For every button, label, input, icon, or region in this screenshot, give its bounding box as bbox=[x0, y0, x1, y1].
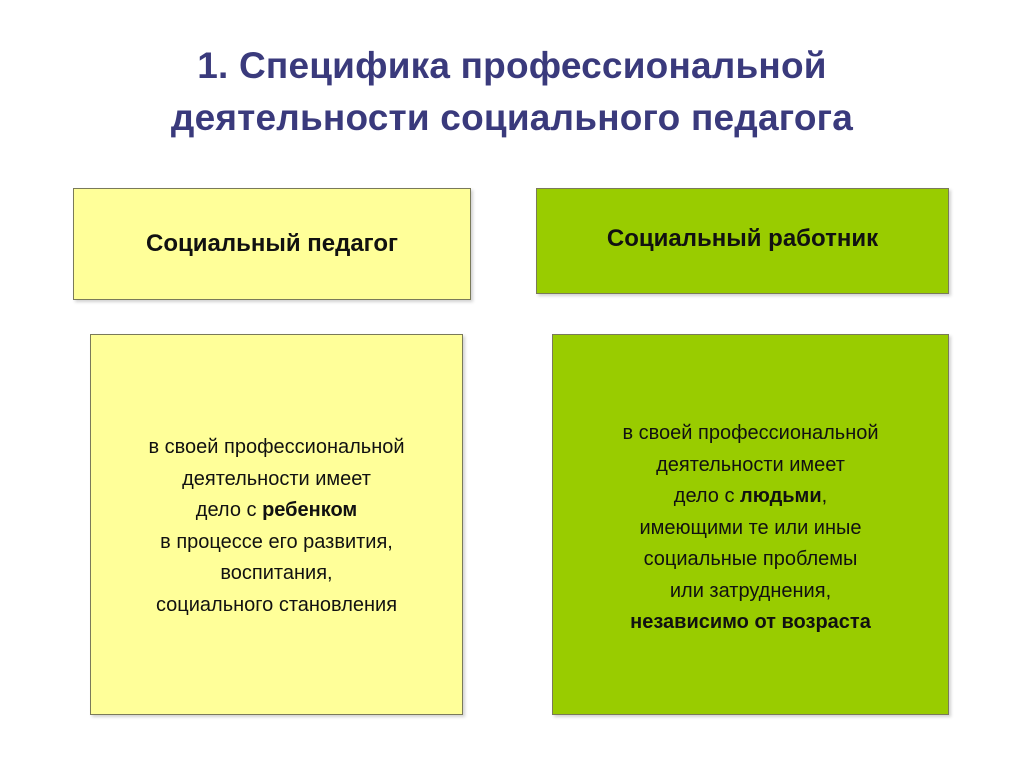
social-pedagogue-header-box bbox=[73, 188, 471, 300]
description-line bbox=[91, 495, 462, 527]
highlight-child: ребенком bbox=[262, 499, 358, 521]
description-line: социального становления bbox=[155, 593, 398, 616]
description-line bbox=[553, 607, 948, 639]
description-text: дело с bbox=[195, 499, 263, 521]
description-line: деятельности имеет bbox=[182, 467, 371, 490]
description-text: дело с bbox=[673, 485, 741, 507]
social-worker-header-box bbox=[536, 188, 949, 294]
social-pedagogue-header-label: Социальный педагог bbox=[145, 230, 399, 257]
social-pedagogue-description-box bbox=[90, 334, 463, 715]
description-line bbox=[553, 481, 948, 513]
description-line: имеющими те или иные bbox=[639, 516, 862, 539]
description-line: в процессе его развития, bbox=[160, 530, 393, 553]
description-line: воспитания, bbox=[220, 562, 333, 584]
description-line: социальные проблемы bbox=[643, 548, 858, 570]
social-worker-header-label: Социальный работник bbox=[606, 225, 879, 252]
description-line: в своей профессиональной bbox=[622, 422, 879, 444]
description-line: деятельности имеет bbox=[656, 453, 845, 476]
social-worker-description-box bbox=[552, 334, 949, 715]
title-line-1: 1. Специфика профессиональной bbox=[197, 45, 827, 86]
highlight-people: людьми bbox=[740, 485, 822, 507]
description-line: или затруднения, bbox=[669, 579, 832, 602]
highlight-regardless-of-age: независимо от возраста bbox=[630, 611, 871, 633]
page-title bbox=[40, 40, 984, 144]
description-line: в своей профессиональной bbox=[148, 436, 405, 458]
description-text: , bbox=[821, 485, 828, 507]
title-line-2: деятельности социального педагога bbox=[170, 97, 854, 138]
